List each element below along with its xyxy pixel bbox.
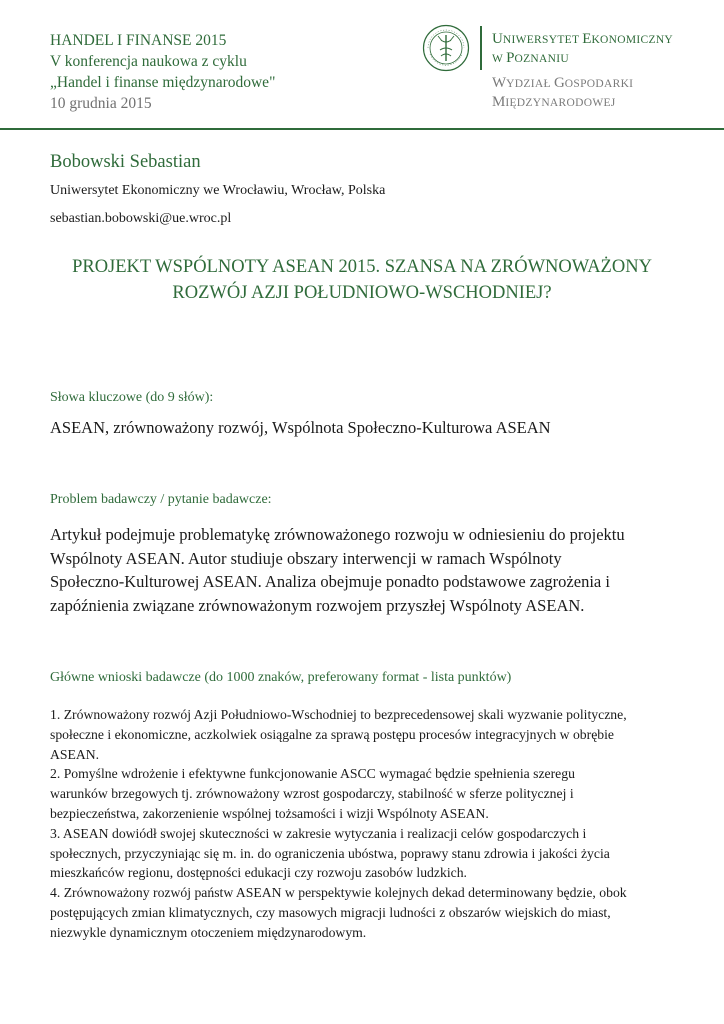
conclusion-line: ASEAN. [50, 746, 100, 762]
paper-title-line1: PROJEKT WSPÓLNOTY ASEAN 2015. SZANSA NA ZRÓWNOWAŻONY [72, 257, 652, 277]
conclusion-line: postępujących zmian klimatycznych, czy masowych migracji ludności z obszarów wiejskich do miast, [50, 904, 611, 920]
problem-line: Społeczno-Kulturowej ASEAN. Analiza obejmuje ponadto podstawowe zagrożenia i [50, 572, 610, 591]
conference-name: HANDEL I FINANSE 2015 [50, 32, 227, 49]
keywords-text: ASEAN, zrównoważony rozwój, Wspólnota Społeczno-Kulturowa ASEAN [50, 418, 551, 437]
keywords-label: Słowa kluczowe (do 9 słów): [50, 390, 214, 405]
conclusion-line: społeczne i ekonomiczne, aczkolwiek osiągalne za sprawą postępu procesów integracyjnych w obrębie [50, 726, 615, 742]
conference-series: V konferencja naukowa z cyklu [50, 53, 247, 70]
faculty-initial-m: M [492, 94, 506, 110]
university-seal-icon [422, 24, 470, 72]
faculty-name-part3: IĘDZYNARODOWEJ [505, 97, 616, 109]
university-initial-u: U [492, 31, 503, 47]
university-name-part3: W [492, 53, 507, 65]
conclusion-line: mieszkańców regionu, dostępności edukacji czy rozwoju zasobów ludzkich. [50, 865, 467, 881]
conference-header [50, 30, 275, 114]
faculty-name-part2: OSPODARKI [564, 78, 634, 90]
university-initial-p: P [506, 50, 515, 66]
faculty-name-part1: YDZIAŁ [506, 78, 554, 90]
header-rule [0, 128, 724, 130]
faculty-initial-w: W [492, 75, 507, 91]
author-email: sebastian.bobowski@ue.wroc.pl [50, 211, 232, 226]
conclusion-line: 2. Pomyślne wdrożenie i efektywne funkcjonowanie ASCC wymagać będzie spełnienia szeregu [50, 766, 575, 782]
problem-line: zapóźnienia związane zrównoważonym rozwojem przyszłej Wspólnoty ASEAN. [50, 595, 585, 615]
conclusions-text [50, 705, 690, 943]
university-name-part1: NIWERSYTET [502, 34, 583, 46]
conclusion-line: warunków brzegowych tj. zrównoważony wzrost gospodarczy, stabilność w sferze politycznej i [50, 786, 574, 802]
faculty-initial-g: G [553, 75, 565, 91]
conclusion-line: 4. Zrównoważony rozwój państw ASEAN w perspektywie kolejnych dekad determinowany będzie, obok [50, 885, 627, 901]
university-name-part4: OZNANIU [514, 53, 569, 65]
problem-label: Problem badawczy / pytanie badawcze: [50, 492, 272, 507]
problem-line: Wspólnoty ASEAN. Autor studiuje obszary interwencji w ramach Wspólnoty [50, 548, 562, 568]
conference-date: 10 grudnia 2015 [50, 95, 152, 112]
paper-title [40, 254, 684, 306]
conclusions-label: Główne wnioski badawcze (do 1000 znaków, preferowany format - lista punktów) [50, 670, 512, 685]
conclusion-line: niezwykle dynamicznym otoczeniem międzynarodowym. [50, 924, 367, 940]
conclusion-line: 1. Zrównoważony rozwój Azji Południowo-Wschodniej to bezprecedensowej skali wyzwanie polityczne, [50, 707, 627, 722]
author-name: Bobowski Sebastian [50, 152, 201, 172]
conference-series-name: „Handel i finanse międzynarodowe" [50, 74, 276, 91]
university-name [492, 30, 673, 68]
university-initial-e: E [582, 31, 592, 47]
university-name-part2: KONOMICZNY [591, 34, 674, 46]
conclusion-line: 3. ASEAN dowiódł swojej skuteczności w zakresie wytyczania i realizacji celów gospodarczych i [50, 825, 587, 841]
paper-title-line2: ROZWÓJ AZJI POŁUDNIOWO-WSCHODNIEJ? [172, 283, 552, 303]
faculty-name [492, 74, 673, 112]
problem-text [50, 523, 680, 617]
header-divider [480, 26, 482, 70]
problem-line: Artykuł podejmuje problematykę zrównoważonego rozwoju w odniesieniu do projektu [50, 525, 625, 544]
university-block [492, 30, 673, 112]
conclusion-line: bezpieczeństwa, zakorzenienie wspólnej tożsamości i wizji Wspólnoty ASEAN. [50, 805, 489, 821]
author-affiliation: Uniwersytet Ekonomiczny we Wrocławiu, Wrocław, Polska [50, 183, 386, 198]
conclusion-line: społecznych, przyczyniając się m. in. do ograniczenia ubóstwa, poprawy stanu zdrowia i jakości życia [50, 845, 610, 861]
